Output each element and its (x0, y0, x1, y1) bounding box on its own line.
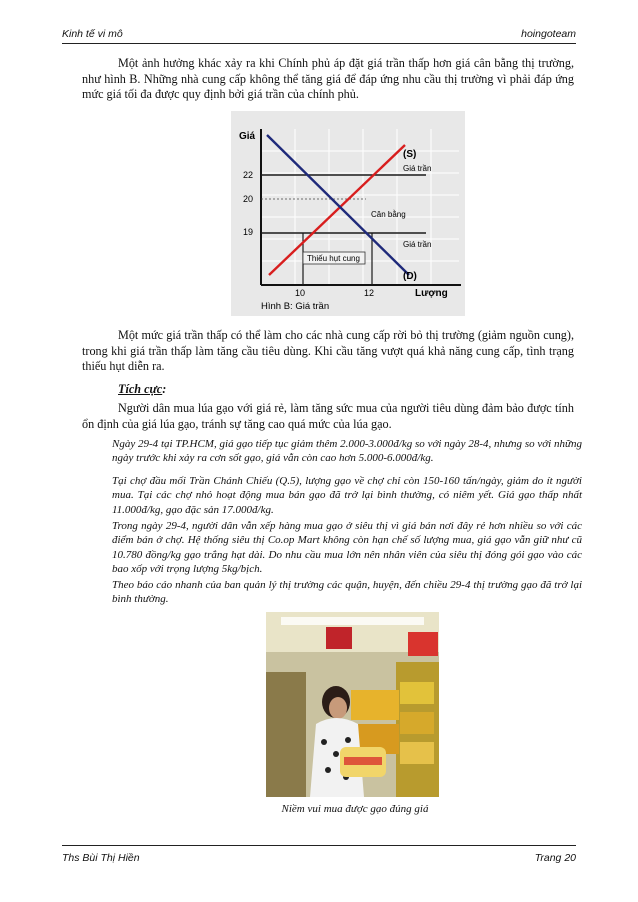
footer-page-number: Trang 20 (534, 852, 576, 864)
section-heading-positive: Tích cực: (118, 382, 167, 396)
footer-divider (62, 845, 576, 846)
y-tick-20: 20 (243, 194, 254, 204)
page-header (62, 24, 576, 44)
x-tick-12: 12 (364, 288, 375, 298)
header-divider (62, 43, 576, 44)
shortage-label: Thiếu hụt cung (307, 254, 360, 263)
photo-caption: Niềm vui mua được gạo đúng giá (281, 803, 429, 815)
supply-label: (S) (403, 149, 417, 160)
demand-label: (D) (403, 271, 417, 282)
news-excerpt-1: Ngày 29-4 tại TP.HCM, giá gạo tiếp tục giảm thêm 2.000-3.000đ/kg so với ngày 28-4, nhưng so với những ngày trước khi xảy ra cơn sốt gạo, giá vẫn còn cao hơn 5.000-6.000đ/kg. (112, 438, 582, 465)
figure-caption: Hình B: Giá trần (261, 301, 330, 312)
paragraph-positive-effect: Người dân mua lúa gạo với giá rẻ, làm tăng sức mua của người tiêu dùng đảm bảo được tính ổn định của giá lúa gạo, tránh sự tăng cao quá mức của lúa gạo. (82, 401, 574, 431)
news-excerpt-2: Tại chợ đầu mối Trần Chánh Chiếu (Q.5), lượng gạo về chợ chỉ còn 150-160 tấn/ngày, giảm do ít người mua. Tại các chợ nhỏ hoạt động mua bán gạo đã trở lại bình thường, có niêm yết. Giá gạo thấp nhất 11.000đ/kg, gạo đặc sản 17.000đ/kg. (112, 475, 582, 516)
news-excerpt-4: Theo báo cáo nhanh của ban quản lý thị trường các quận, huyện, đến chiều 29-4 thị trường gạo đã trở lại bình thường. (112, 579, 582, 606)
footer-author: Ths Bùi Thị Hiền (62, 852, 140, 864)
y-tick-22: 22 (243, 170, 254, 180)
x-axis-label: Lượng (415, 288, 448, 299)
header-team: hoingoteam (521, 28, 576, 40)
price-ceiling-top-label: Giá trần (403, 164, 432, 173)
rice-shopping-photo (266, 612, 439, 797)
price-ceiling-bottom-label: Giá trần (403, 240, 432, 249)
equilibrium-label: Cân bằng (371, 210, 406, 219)
y-axis-label: Giá (239, 131, 256, 142)
price-ceiling-figure (231, 111, 465, 316)
paragraph-price-ceiling-effect: Một ảnh hưởng khác xảy ra khi Chính phủ áp đặt giá trần thấp hơn giá cân bằng thị trường, như hình B. Những nhà cung cấp không thể tăng giá để đáp ứng nhu cầu thị trường vì phải đáp ứng mức giá tối đa được quy định bởi giá trần của chính phủ. (82, 56, 574, 101)
price-ceiling-graph (231, 111, 465, 316)
news-excerpt-3: Trong ngày 29-4, người dân vẫn xếp hàng mua gạo ở siêu thị vì giá bán nơi đây rẻ hơn nhiều so với các điểm bán ở chợ. Hệ thống siêu thị Co.op Mart không còn hạn chế số lượng mua, giá gạo vẫn giữ như cũ 10.780 đồng/kg gạo trắng hạt dài. Do nhu cầu mua lớn nên nhân viên của siêu thị đóng gói gạo vào các bao xốp với trọng lượng 5kg/bịch. (112, 520, 582, 575)
y-tick-19: 19 (243, 227, 254, 237)
header-subject: Kinh tế vi mô (62, 28, 123, 40)
x-tick-10: 10 (295, 288, 306, 298)
paragraph-shortage: Một mức giá trần thấp có thể làm cho các nhà cung cấp rời bỏ thị trường (giảm nguồn cung), trong khi giá trần thấp làm tăng cầu tiêu dùng. Khi cầu tăng vượt quá khả năng cung cấp, tình trạng thiếu hụt diễn ra. (82, 328, 574, 373)
